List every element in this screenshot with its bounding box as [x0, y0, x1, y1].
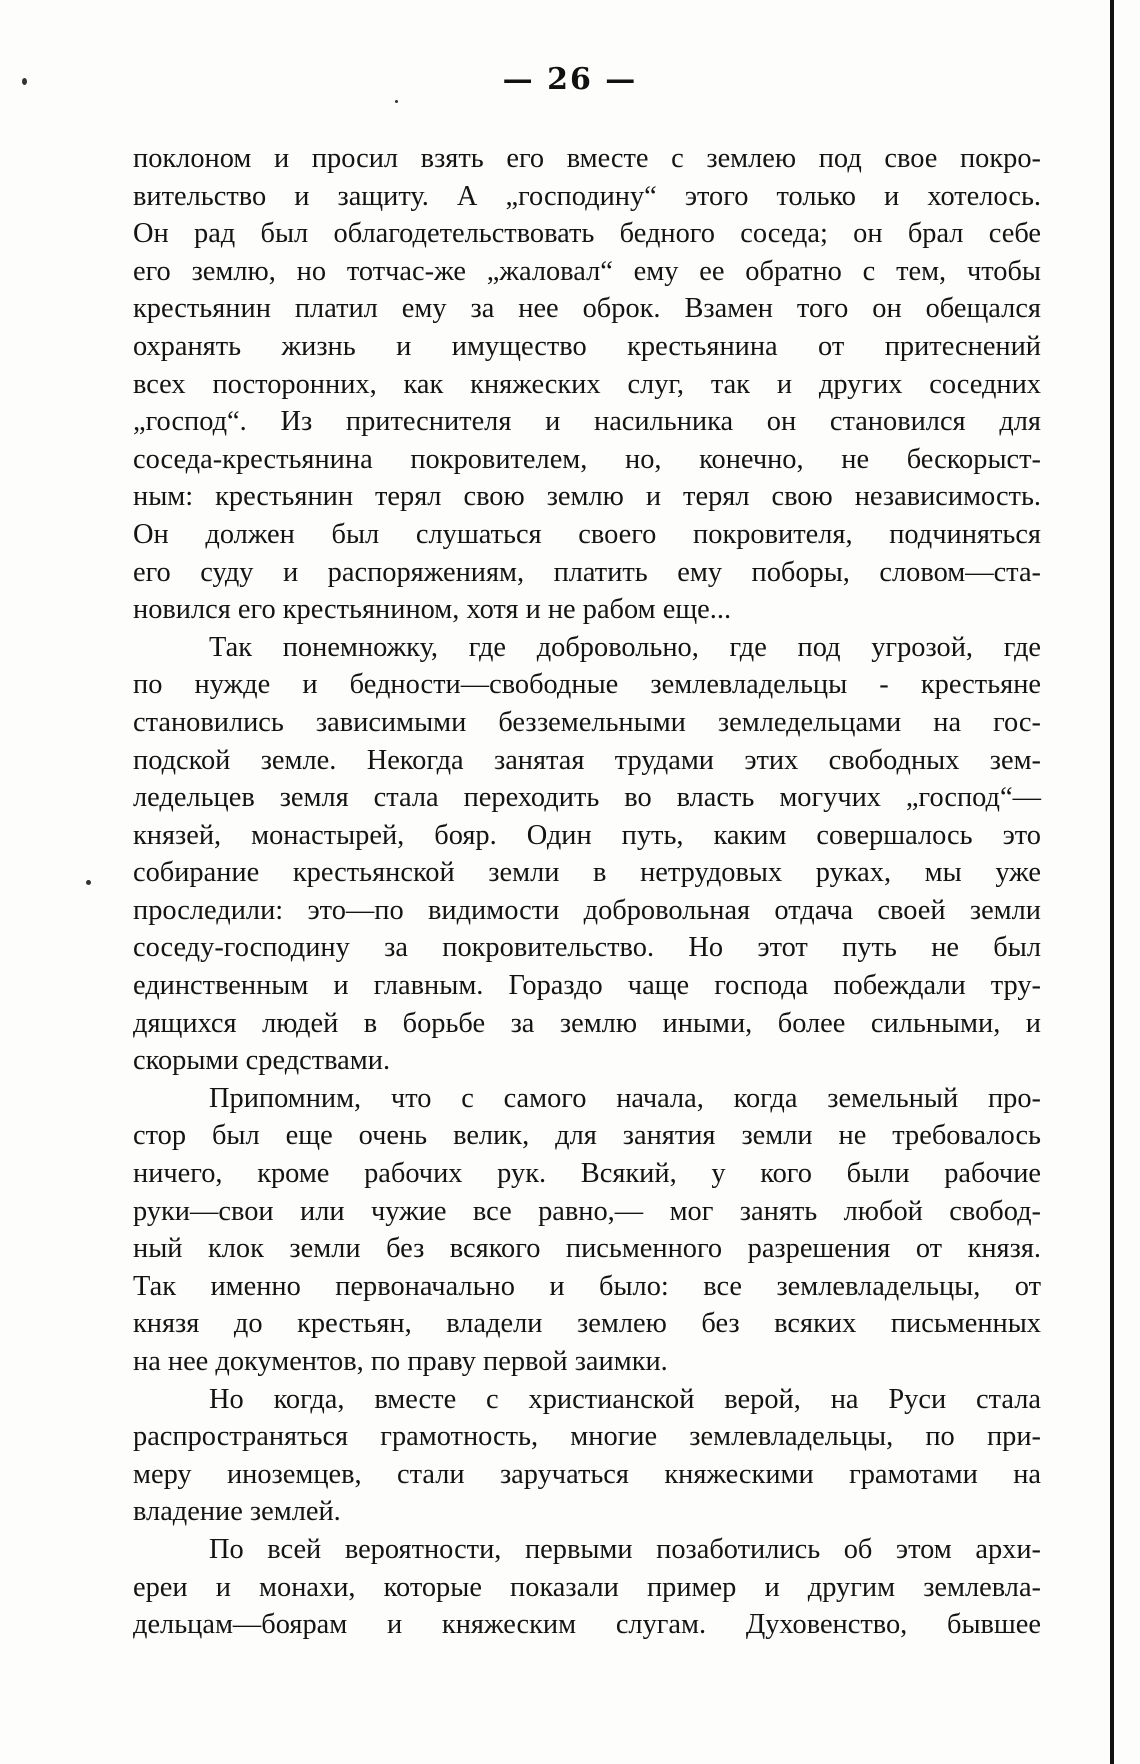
text-line: ным: крестьянин терял свою землю и терял свою независимость. [133, 481, 1041, 513]
text-line: ереи и монахи, которые показали пример и другим землевла- [133, 1571, 1041, 1603]
text-line: стор был еще очень велик, для занятия земли не требовалось [133, 1120, 1041, 1152]
text-line: собирание крестьянской земли в нетрудовых руках, мы уже [133, 857, 1041, 889]
text-line: Он рад был облагодетельствовать бедного соседа; он брал себе [133, 218, 1041, 250]
print-speck [86, 880, 91, 885]
text-line: „господ“. Из притеснителя и насильника он становился для [133, 406, 1041, 438]
text-line: всех посторонних, как княжеских слуг, так и других соседних [133, 368, 1041, 400]
text-line: князей, монастырей, бояр. Один путь, каким совершалось это [133, 819, 1041, 851]
text-line: проследили: это—по видимости добровольная отдача своей земли [133, 894, 1041, 926]
paragraph [133, 1531, 1041, 1644]
page-number: — 26 — [502, 62, 638, 97]
print-speck [395, 100, 398, 103]
text-line: Так именно первоначально и было: все землевладельцы, от [133, 1270, 1041, 1302]
text-line: поклоном и просил взять его вместе с землею под свое покро- [133, 143, 1041, 174]
text-line: распространяться грамотность, многие землевладельцы, по при- [133, 1421, 1041, 1453]
text-line: вительство и защиту. А „господину“ этого только и хотелось. [133, 180, 1041, 212]
text-line: на нее документов, по праву первой заимки. [133, 1346, 668, 1377]
text-line: ничего, кроме рабочих рук. Всякий, у кого были рабочие [133, 1158, 1041, 1190]
text-line: Припомним, что с самого начала, когда земельный про- [209, 1082, 1041, 1114]
text-line: крестьянин платил ему за нее оброк. Взамен того он обещался [133, 293, 1041, 325]
text-line: охранять жизнь и имущество крестьянина от притеснений [133, 330, 1041, 362]
text-line: дящихся людей в борьбе за землю иными, более сильными, и [133, 1007, 1041, 1039]
paragraph [133, 629, 1041, 1080]
text-line: По всей вероятности, первыми позаботились об этом архи- [209, 1533, 1041, 1565]
text-line: становились зависимыми безземельными земледельцами на гос- [133, 706, 1041, 738]
text-line: ледельцев земля стала переходить во власть могучих „господ“— [133, 782, 1041, 814]
text-line: по нужде и бедности—свободные землевладельцы - крестьяне [133, 669, 1041, 701]
text-line: соседу-господину за покровительство. Но этот путь не был [133, 932, 1041, 964]
text-line: руки—свои или чужие все равно,— мог занять любой свобод- [133, 1195, 1041, 1227]
text-line: ный клок земли без всякого письменного разрешения от князя. [133, 1233, 1041, 1265]
text-line: меру иноземцев, стали заручаться княжескими грамотами на [133, 1458, 1041, 1490]
text-line: Так понемножку, где добровольно, где под угрозой, где [209, 631, 1041, 663]
text-line: князя до крестьян, владели землею без всяких письменных [133, 1308, 1041, 1340]
body-text [133, 140, 1041, 1644]
text-line: соседа-крестьянина покровителем, но, конечно, не бескорыст- [133, 443, 1041, 475]
text-line: Он должен был слушаться своего покровителя, подчиняться [133, 518, 1041, 550]
text-line: его суду и распоряжениям, платить ему поборы, словом—ста- [133, 556, 1041, 588]
paragraph [133, 1381, 1041, 1531]
page-edge-shadow [1110, 0, 1114, 1764]
text-line: единственным и главным. Гораздо чаще господа побеждали тру- [133, 970, 1041, 1002]
text-line: владение землей. [133, 1496, 341, 1528]
paragraph [133, 140, 1041, 629]
text-line: Но когда, вместе с христианской верой, на Руси стала [209, 1383, 1041, 1415]
text-line: скорыми средствами. [133, 1045, 391, 1077]
text-line: его землю, но тотчас-же „жаловал“ ему ее обратно с тем, чтобы [133, 255, 1041, 287]
text-line: дельцам—боярам и княжеским слугам. Духовенство, бывшее [133, 1609, 1041, 1641]
text-line: новился его крестьянином, хотя и не рабом еще... [133, 594, 732, 626]
text-line: подской земле. Некогда занятая трудами этих свободных зем- [133, 744, 1041, 776]
paragraph [133, 1080, 1041, 1381]
